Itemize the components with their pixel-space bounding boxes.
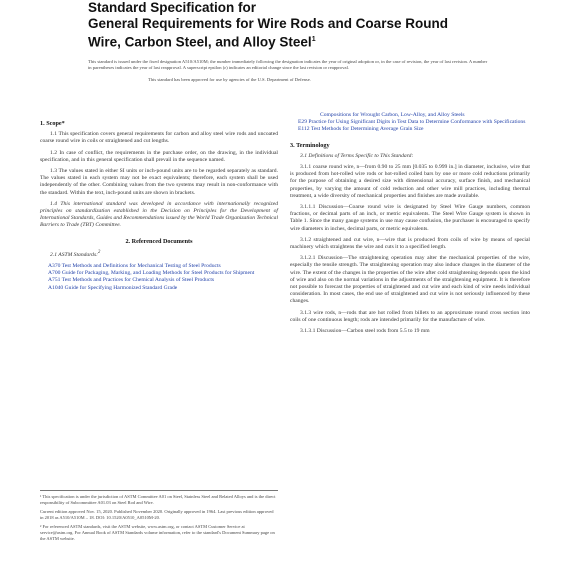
title-line-3: Wire, Carbon Steel, and Alloy Steel bbox=[88, 34, 312, 50]
designation-note: This standard is issued under the fixed designation A510/A510M; the number immediately following the designation indicates the year of original adoption or, in the case of revision, the year of last revision. A number in parentheses indicates the year of last reapproval. A superscript epsilon (ε) indicates an editorial change since the last revision or reapproval. bbox=[88, 58, 488, 70]
footnotes bbox=[40, 490, 278, 545]
reference-item bbox=[290, 126, 530, 133]
reference-code-link[interactable]: A700 bbox=[48, 270, 61, 277]
reference-item bbox=[40, 277, 278, 284]
reference-title-link[interactable]: Test Methods for Determining Average Grain Size bbox=[310, 126, 424, 133]
astm-footnote-marker: 2 bbox=[98, 249, 101, 255]
document-header bbox=[88, 0, 488, 83]
section-heading-scope: 1. Scope* bbox=[40, 120, 65, 127]
footnote-1: ¹ This specification is under the jurisdiction of ASTM Committee A01 on Steel, Stainless Steel and Related Alloys and is the direct responsibility of Subcommittee A01.03 on Steel Rod and Wire. bbox=[40, 494, 276, 505]
paragraph-3-1-3-1: 3.1.3.1 Discussion—Carbon steel rods from 5.5 to 19 mm bbox=[300, 328, 430, 335]
footnote-2: ² For referenced ASTM standards, visit the ASTM website, www.astm.org, or contact ASTM Customer Service at service@astm.org. For Annual Book of ASTM Standards volume information, refer to the standard's Document Summary page on the ASTM website. bbox=[40, 524, 275, 541]
title-line-2: General Requirements for Wire Rods and Coarse Round bbox=[88, 16, 448, 31]
reference-title-link[interactable]: Test Methods and Definitions for Mechanical Testing of Steel Products bbox=[61, 262, 221, 269]
paragraph-3-1-3: 3.1.3 wire rods, n—rods that are hot rolled from billets to an approximate round cross section into coils of one continuous length; rods are intended primarily for the manufacture of wire. bbox=[290, 309, 530, 323]
paragraph-3-1-1: 3.1.1 coarse round wire, n—from 0.90 to 25 mm [0.035 to 0.999 in.] in diameter, inclusive, wire that is produced from hot-rolled wire rods or hot-rolled coiled bars by one or more cold reductions primarily for the purpose of obtaining a desired size with dimensional accuracy, surface finish, and mechanical properties, by varying the amount of cold reduction and other wire mill practices, including thermal treatment, a wide diversity of mechanical properties and finishes are made available. bbox=[290, 164, 530, 199]
right-column bbox=[290, 112, 530, 339]
reference-code-link[interactable]: A751 bbox=[48, 277, 61, 284]
document-title bbox=[88, 0, 488, 51]
paragraph-1-3: 1.3 The values stated in either SI units or inch-pound units are to be regarded separately as standard. The values stated in each system may not be exact equivalents; therefore, each system shall be used independently of the other. Combining values from the two systems may result in non-conformance with the standard. Within the text, inch-pound units are shown in brackets. bbox=[40, 168, 278, 196]
reference-code-link[interactable]: A370 bbox=[48, 262, 61, 269]
astm-standards-text: 2.1 ASTM Standards: bbox=[50, 251, 99, 258]
title-footnote-marker: 1 bbox=[311, 36, 316, 43]
astm-standards-label bbox=[40, 249, 278, 259]
paragraph-3-1-2: 3.1.2 straightened and cut wire, n—wire that is produced from coils of wire by means of special machinery which straightens the wire and cuts it to a specified length. bbox=[290, 236, 530, 251]
reference-title-link[interactable]: Guide for Specifying Harmonized Standard Grade bbox=[64, 284, 178, 291]
reference-code-link[interactable]: E29 bbox=[298, 119, 308, 126]
paragraph-1-1: 1.1 This specification covers general requirements for carbon and alloy steel wire rods and uncoated coarse round wire in coils or straightened and cut lengths. bbox=[40, 131, 278, 145]
section-heading-referenced-documents: 2. Referenced Documents bbox=[125, 237, 193, 245]
dod-approval-note: This standard has been approved for use by agencies of the U.S. Department of Defense. bbox=[148, 76, 311, 82]
title-line-1: Standard Specification for bbox=[88, 0, 257, 15]
reference-title-link[interactable]: Practice for Using Significant Digits in Test Data to Determine Conformance with Specifications bbox=[308, 119, 526, 126]
left-column bbox=[40, 116, 278, 292]
reference-code-link[interactable]: A1040 bbox=[48, 284, 64, 291]
reference-code-link[interactable]: E112 bbox=[298, 126, 310, 133]
reference-item bbox=[40, 285, 278, 292]
footnote-1b: Current edition approved Nov. 15, 2020. Published November 2020. Originally approved in 1964. Last previous edition approved in 2018 as A510/A510M – 18. DOI: 10.1520/A0510_A0510M-20. bbox=[40, 509, 274, 520]
paragraph-1-4: 1.4 This international standard was developed in accordance with internationally recognized principles on standardization established in the Decision on Principles for the Development of International Standards, Guides and Recommendations issued by the World Trade Organization Technical Barriers to Trade (TBT) Committee. bbox=[40, 200, 278, 229]
section-heading-terminology: 3. Terminology bbox=[290, 141, 330, 149]
paragraph-1-2: 1.2 In case of conflict, the requirements in the purchase order, on the drawing, in the individual specification, and in this general specification shall prevail in the sequence named. bbox=[40, 149, 278, 163]
reference-title-link[interactable]: Compositions for Wrought Carbon, Low-Alloy, and Alloy Steels bbox=[320, 112, 465, 118]
reference-title-link[interactable]: Test Methods and Practices for Chemical Analysis of Steel Products bbox=[61, 277, 215, 284]
paragraph-3-1: 3.1 Definitions of Terms Specific to This Standard: bbox=[300, 152, 414, 159]
paragraph-3-1-2-1: 3.1.2.1 Discussion—The straightening operation may alter the mechanical properties of the wire, especially the tensile strength. The straightening operation may also induce changes in the diameter of the wire. The extent of the changes in the properties of the wire after cold straightening depends upon the kind of wire and also on the normal variations in the adjustments of the straightening equipment. It is therefore not possible to forecast the properties of straightened and cut wire and each kind of wire needs individual consideration. In most cases, the end use of straightened and cut wire is not seriously influenced by these changes. bbox=[290, 255, 530, 305]
reference-title-link[interactable]: Guide for Packaging, Marking, and Loading Methods for Steel Products for Shipment bbox=[61, 270, 255, 277]
paragraph-3-1-1-1: 3.1.1.1 Discussion—Coarse round wire is designated by Steel Wire Gauge numbers, common fractions, or decimal parts of an inch, or metric equivalents. The Steel Wire Gauge system is shown in Table 1. Since the many gauge systems in use may cause confusion, the purchaser is encouraged to specify wire diameters in inches, decimal parts, or metric equivalents. bbox=[290, 204, 530, 232]
